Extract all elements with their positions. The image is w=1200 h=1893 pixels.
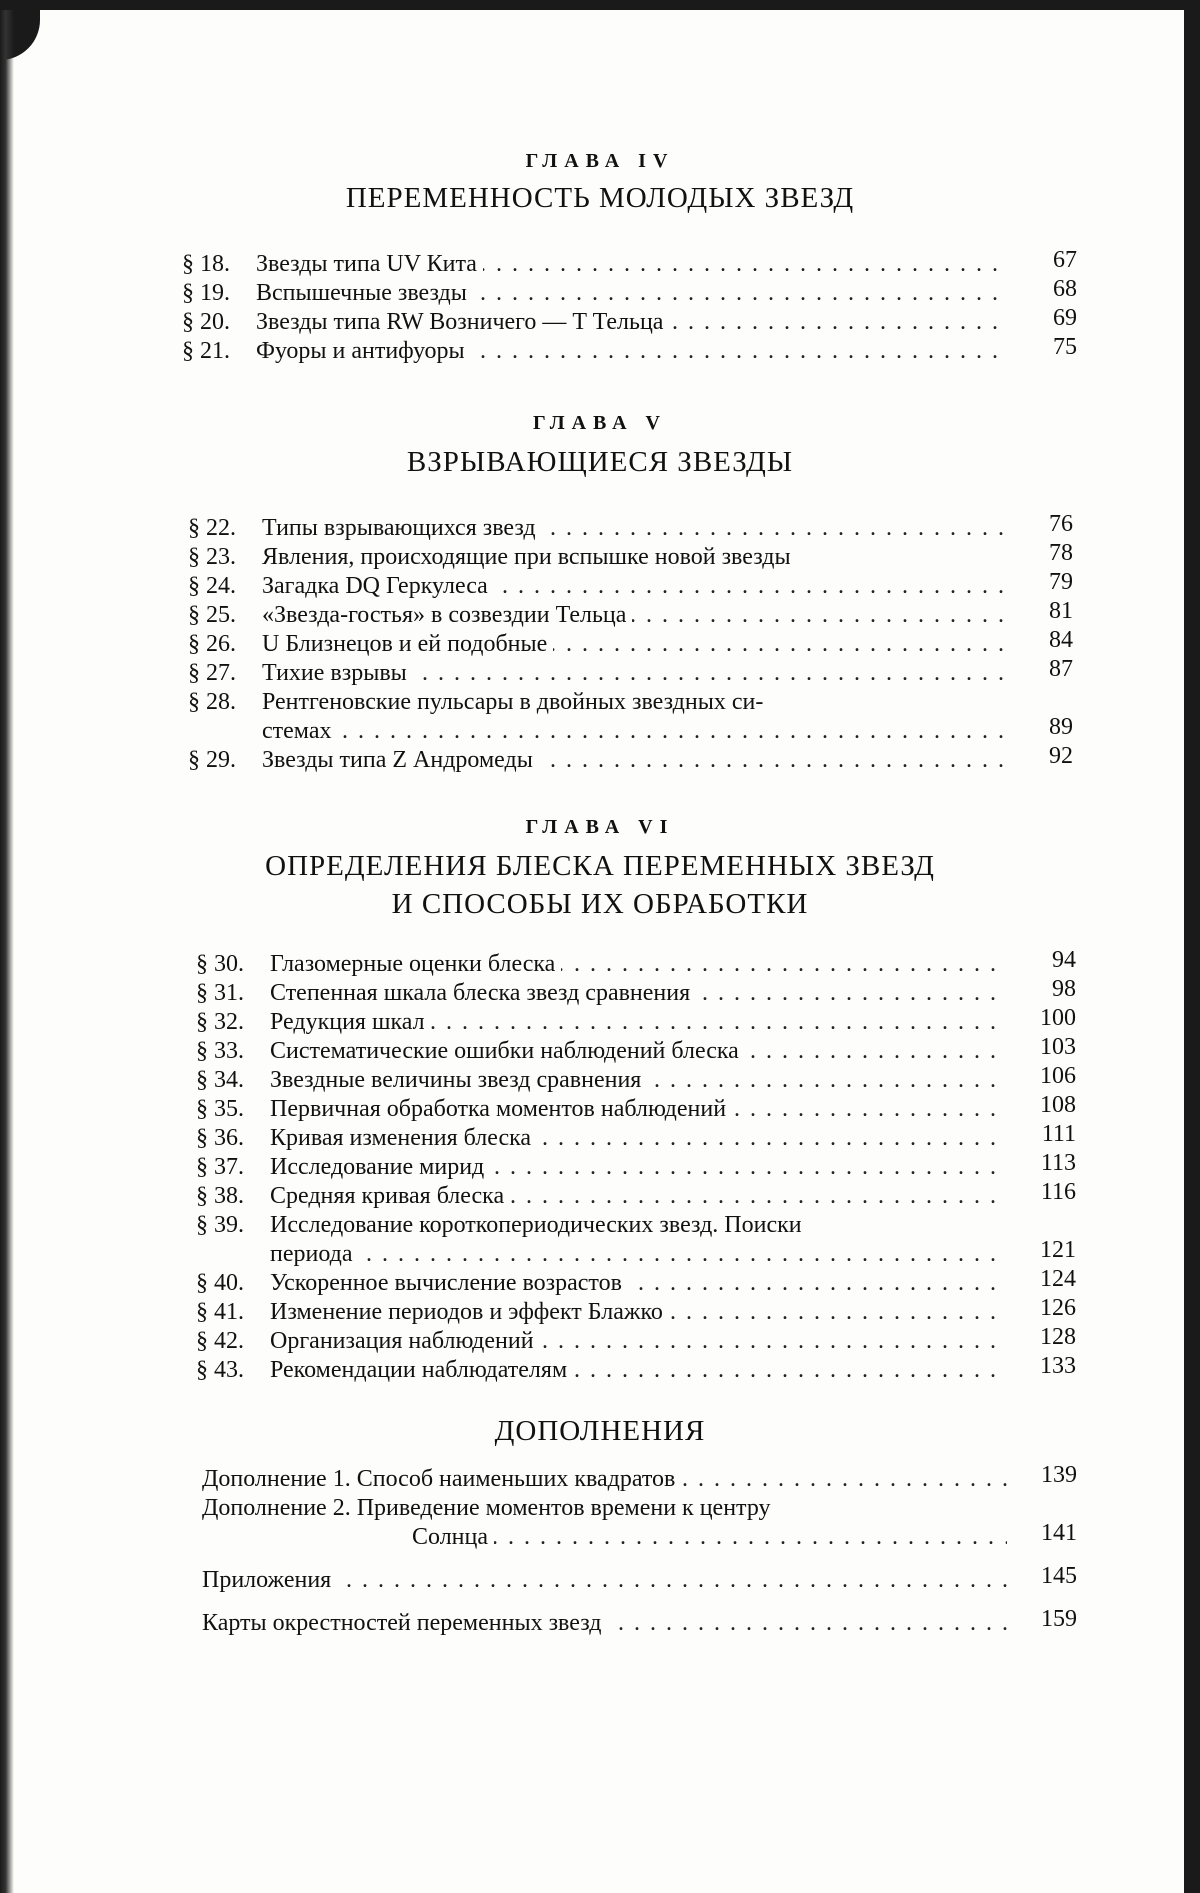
toc-entry[interactable]: § 31. Степенная шкала блеска звезд сравнения 98 [196, 979, 1076, 1008]
toc-entry[interactable]: § 19. Вспышечные звезды ............................................... 68 [182, 279, 1077, 308]
toc-entry[interactable]: § 21. Фуоры и антифуоры ............................................... 75 [182, 337, 1077, 366]
toc-entry[interactable]: § 41. Изменение периодов и эффект Блажко 126 [196, 1298, 1076, 1327]
toc-entry[interactable]: § 23. Явления, происходящие при вспышке новой звезды 78 [188, 543, 1073, 572]
appendix-title: ДОПОЛНЕНИЯ [0, 1415, 1200, 1448]
toc-entry[interactable]: § 18. Звезды типа UV Кита ............................................... 67 [182, 250, 1077, 279]
chapter-label: ГЛАВА V [0, 412, 1200, 435]
toc-entry[interactable]: § 28. Рентгеновские пульсары в двойных звездных си- [188, 688, 1073, 717]
toc-entry[interactable]: Дополнение 1. Способ наименьших квадратов 139 [202, 1465, 1077, 1494]
toc-appendix [202, 1465, 1077, 1638]
toc-entry[interactable]: § 22. Типы взрывающихся звезд ................................ 76 [188, 514, 1073, 543]
scan-edge-top [0, 0, 1200, 10]
toc-entry[interactable]: § 30. Глазомерные оценки блеска ................................ 94 [196, 950, 1076, 979]
chapter-6 [0, 816, 1200, 923]
toc-entry[interactable]: § 26. U Близнецов и ей подобные ................................ 84 [188, 630, 1073, 659]
toc-entry-continuation[interactable]: периода .............................................. 121 [196, 1240, 1076, 1269]
toc-entry[interactable]: § 38. Средняя кривая блеска ................................ 116 [196, 1182, 1076, 1211]
chapter-4 [0, 150, 1200, 217]
chapter-title: ВЗРЫВАЮЩИЕСЯ ЗВЕЗДЫ [0, 443, 1200, 481]
chapter-label: ГЛАВА VI [0, 816, 1200, 839]
toc-entry[interactable]: § 20. Звезды типа RW Возничего — T Тельца 69 [182, 308, 1077, 337]
toc-entry[interactable]: § 33. Систематические ошибки наблюдений блеска 103 [196, 1037, 1076, 1066]
toc-entry[interactable]: § 27. Тихие взрывы .............................................. 87 [188, 659, 1073, 688]
chapter-label: ГЛАВА IV [0, 150, 1200, 173]
toc-chapter-5 [188, 514, 1073, 775]
toc-entry[interactable]: § 42. Организация наблюдений ................................ 128 [196, 1327, 1076, 1356]
toc-entry[interactable]: Приложения .................................................. 145 [202, 1566, 1077, 1595]
toc-entry[interactable]: § 29. Звезды типа Z Андромеды ................................ 92 [188, 746, 1073, 775]
toc-entry-continuation[interactable]: стемах .............................................. 89 [188, 717, 1073, 746]
chapter-title-line-1: ОПРЕДЕЛЕНИЯ БЛЕСКА ПЕРЕМЕННЫХ ЗВЕЗД [0, 847, 1200, 885]
toc-entry[interactable]: § 25. «Звезда-гостья» в созвездии Тельца ......................... 81 [188, 601, 1073, 630]
chapter-title-line-2: И СПОСОБЫ ИХ ОБРАБОТКИ [0, 885, 1200, 923]
toc-entry[interactable]: § 36. Кривая изменения блеска ................................ 111 [196, 1124, 1076, 1153]
toc-chapter-4 [182, 250, 1077, 366]
book-page [0, 0, 1200, 1893]
toc-entry[interactable]: § 39. Исследование короткопериодических звезд. Поиски [196, 1211, 1076, 1240]
toc-entry[interactable]: § 34. Звездные величины звезд сравнения 106 [196, 1066, 1076, 1095]
appendix-section [0, 1415, 1200, 1448]
toc-entry[interactable]: § 24. Загадка DQ Геркулеса .............................................. 79 [188, 572, 1073, 601]
chapter-5 [0, 412, 1200, 481]
chapter-title: ПЕРЕМЕННОСТЬ МОЛОДЫХ ЗВЕЗД [0, 179, 1200, 217]
toc-entry[interactable]: § 32. Редукция шкал .............................................. 100 [196, 1008, 1076, 1037]
scan-edge-right [1184, 0, 1200, 1893]
toc-entry[interactable]: Дополнение 2. Приведение моментов времени к центру [202, 1494, 1077, 1523]
toc-entry[interactable]: § 43. Рекомендации наблюдателям ................................ 133 [196, 1356, 1076, 1385]
toc-entry[interactable]: § 35. Первичная обработка моментов наблюдений 108 [196, 1095, 1076, 1124]
toc-entry[interactable]: § 40. Ускоренное вычисление возрастов ......................... 124 [196, 1269, 1076, 1298]
toc-chapter-6 [196, 950, 1076, 1385]
toc-entry-continuation[interactable]: Солнца ..................................... 141 [202, 1523, 1077, 1552]
toc-entry[interactable]: § 37. Исследование мирид .............................................. 113 [196, 1153, 1076, 1182]
scan-edge-left [0, 10, 14, 1893]
toc-entry[interactable]: Карты окрестностей переменных звезд 159 [202, 1609, 1077, 1638]
